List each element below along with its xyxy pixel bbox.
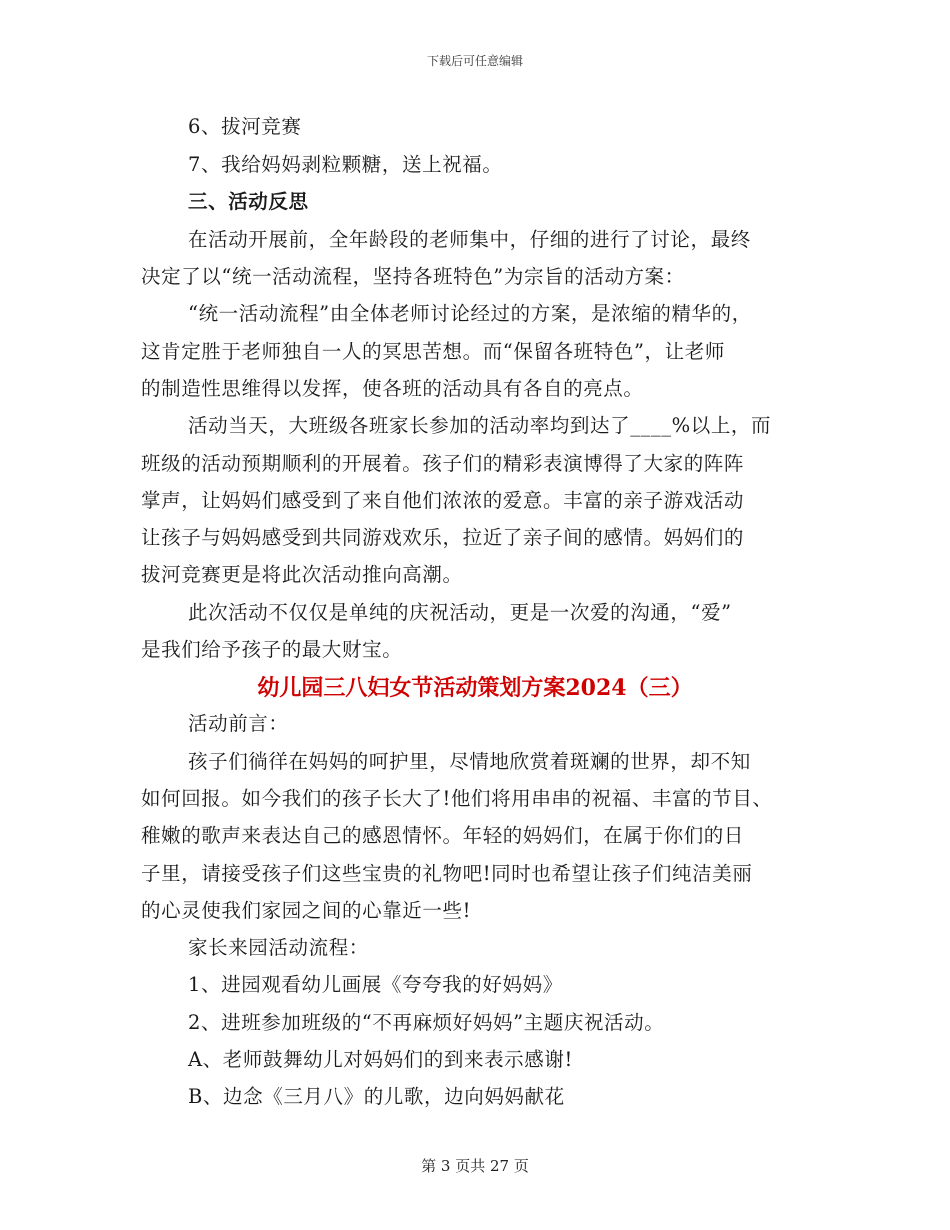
paragraph-line: 子里，请接受孩子们这些宝贵的礼物吧!同时也希望让孩子们纯洁美丽 xyxy=(141,862,753,885)
paragraph-line: 决定了以“统一活动流程，坚持各班特色”为宗旨的活动方案： xyxy=(141,265,685,288)
page-footer: 第 3 页共 27 页 xyxy=(421,1157,529,1175)
paragraph-line: 孩子们徜徉在妈妈的呵护里，尽情地欣赏着斑斓的世界，却不知 xyxy=(188,750,751,773)
list-item: A、老师鼓舞幼儿对妈妈们的到来表示感谢! xyxy=(188,1048,573,1071)
list-item: 7、我给妈妈剥粒颗糖，送上祝福。 xyxy=(188,153,503,176)
paragraph-line: 家长来园活动流程： xyxy=(188,936,369,959)
document-title: 幼儿园三八妇女节活动策划方案2024（三） xyxy=(257,675,693,701)
paragraph-line: 拔河竞赛更是将此次活动推向高潮。 xyxy=(141,563,463,586)
section-heading: 三、活动反思 xyxy=(188,190,309,213)
page-header: 下载后可任意编辑 xyxy=(426,54,523,68)
paragraph-line: 让孩子与妈妈感受到共同游戏欢乐，拉近了亲子间的感情。妈妈们的 xyxy=(141,526,745,549)
paragraph-line: 的心灵使我们家园之间的心靠近一些! xyxy=(141,899,472,922)
list-item: 6、拔河竞赛 xyxy=(188,115,302,138)
paragraph-line: 掌声，让妈妈们感受到了来自他们浓浓的爱意。丰富的亲子游戏活动 xyxy=(141,489,745,512)
paragraph-line: 此次活动不仅仅是单纯的庆祝活动，更是一次爱的沟通，“爱” xyxy=(188,601,732,624)
paragraph-line: 在活动开展前，全年龄段的老师集中，仔细的进行了讨论，最终 xyxy=(188,228,751,251)
paragraph-line: 活动当天，大班级各班家长参加的活动率均到达了____%以上，而 xyxy=(188,414,772,437)
paragraph-line: 稚嫩的歌声来表达自己的感恩情怀。年轻的妈妈们，在属于你们的日 xyxy=(141,824,745,847)
list-item: B、边念《三月八》的儿歌，边向妈妈献花 xyxy=(188,1085,565,1108)
paragraph-line: 如何回报。如今我们的孩子长大了!他们将用串串的祝福、丰富的节目、 xyxy=(141,787,773,810)
paragraph-line: “统一活动流程”由全体老师讨论经过的方案，是浓缩的精华的， xyxy=(188,302,752,325)
paragraph-line: 这肯定胜于老师独自一人的冥思苦想。而“保留各班特色”，让老师 xyxy=(141,340,725,363)
paragraph-line: 的制造性思维得以发挥，使各班的活动具有各自的亮点。 xyxy=(141,377,644,400)
paragraph-line: 活动前言： xyxy=(188,712,289,735)
list-item: 2、进班参加班级的“不再麻烦好妈妈”主题庆祝活动。 xyxy=(188,1011,665,1034)
list-item: 1、进园观看幼儿画展《夸夸我的好妈妈》 xyxy=(188,973,563,996)
paragraph-line: 班级的活动预期顺利的开展着。孩子们的精彩表演博得了大家的阵阵 xyxy=(141,452,745,475)
paragraph-line: 是我们给予孩子的最大财宝。 xyxy=(141,638,403,661)
